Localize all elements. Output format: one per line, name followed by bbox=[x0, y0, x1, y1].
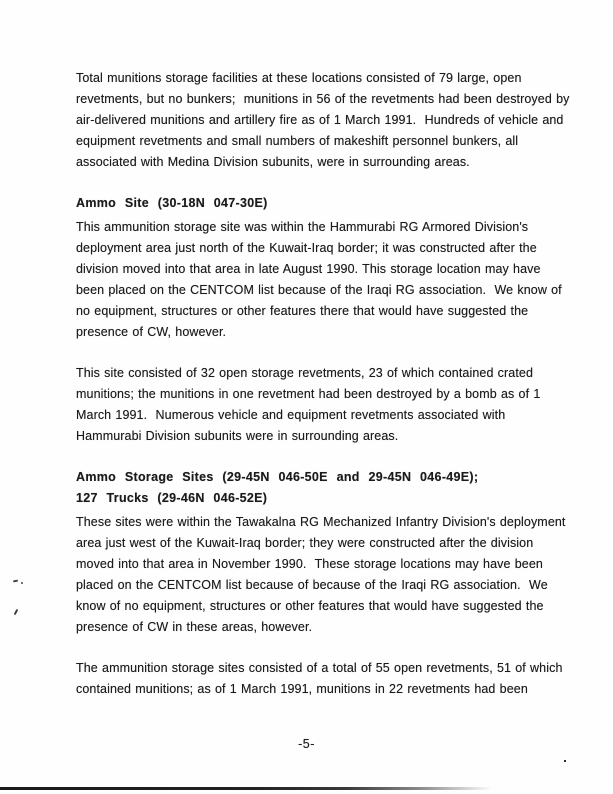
text-line: air-delivered munitions and artillery fire as of 1 March 1991. Hundreds of vehicle and bbox=[76, 113, 564, 127]
page-number: -5- bbox=[298, 737, 315, 751]
section-heading bbox=[76, 467, 564, 509]
text-line: March 1991. Numerous vehicle and equipment revetments associated with bbox=[76, 408, 506, 422]
text-line: contained munitions; as of 1 March 1991, munitions in 22 revetments had been bbox=[76, 682, 528, 696]
text-line: Total munitions storage facilities at these locations consisted of 79 large, open bbox=[76, 71, 522, 85]
text-line: know of no equipment, structures or other features that would have suggested the bbox=[76, 599, 544, 613]
scan-edge-line bbox=[0, 787, 560, 790]
text-line: associated with Medina Division subunits, were in surrounding areas. bbox=[76, 155, 470, 169]
text-line: revetments, but no bunkers; munitions in 56 of the revetments had been destroyed by bbox=[76, 92, 570, 106]
text-line: Ammo Storage Sites (29-45N 046-50E and 29-45N 046-49E); bbox=[76, 470, 479, 484]
paragraph bbox=[76, 363, 564, 447]
text-line: Ammo Site (30-18N 047-30E) bbox=[76, 196, 268, 210]
text-line: division moved into that area in late August 1990. This storage location may have bbox=[76, 262, 541, 276]
scan-artifact-tick bbox=[14, 609, 18, 615]
scan-artifact-dash bbox=[13, 580, 18, 583]
text-line: placed on the CENTCOM list because of because of the Iraqi RG association. We bbox=[76, 578, 548, 592]
scan-artifact-dot bbox=[21, 582, 23, 584]
text-line: These sites were within the Tawakalna RG Mechanized Infantry Division's deployment bbox=[76, 515, 566, 529]
text-line: This site consisted of 32 open storage revetments, 23 of which contained crated bbox=[76, 366, 534, 380]
text-line: been placed on the CENTCOM list because of the Iraqi RG association. We know of bbox=[76, 283, 562, 297]
text-line: deployment area just north of the Kuwait-Iraq border; it was constructed after the bbox=[76, 241, 537, 255]
text-line: The ammunition storage sites consisted of a total of 55 open revetments, 51 of which bbox=[76, 661, 563, 675]
text-line: munitions; the munitions in one revetment had been destroyed by a bomb as of 1 bbox=[76, 387, 541, 401]
text-line: presence of CW, however. bbox=[76, 325, 227, 339]
text-line: moved into that area in November 1990. These storage locations may have been bbox=[76, 557, 543, 571]
text-line: Hammurabi Division subunits were in surrounding areas. bbox=[76, 429, 399, 443]
scan-artifact-dot bbox=[564, 760, 566, 762]
paragraph bbox=[76, 68, 570, 173]
text-line: no equipment, structures or other features there that would have suggested the bbox=[76, 304, 529, 318]
paragraph bbox=[76, 217, 564, 343]
section-heading bbox=[76, 193, 564, 214]
paragraph bbox=[76, 658, 564, 700]
text-line: This ammunition storage site was within the Hammurabi RG Armored Division's bbox=[76, 220, 529, 234]
text-line: presence of CW in these areas, however. bbox=[76, 620, 313, 634]
document-body bbox=[76, 68, 570, 700]
text-line: 127 Trucks (29-46N 046-52E) bbox=[76, 491, 268, 505]
text-line: area just west of the Kuwait-Iraq border; they were constructed after the division bbox=[76, 536, 534, 550]
paragraph bbox=[76, 512, 564, 638]
text-line: equipment revetments and small numbers of makeshift personnel bunkers, all bbox=[76, 134, 519, 148]
